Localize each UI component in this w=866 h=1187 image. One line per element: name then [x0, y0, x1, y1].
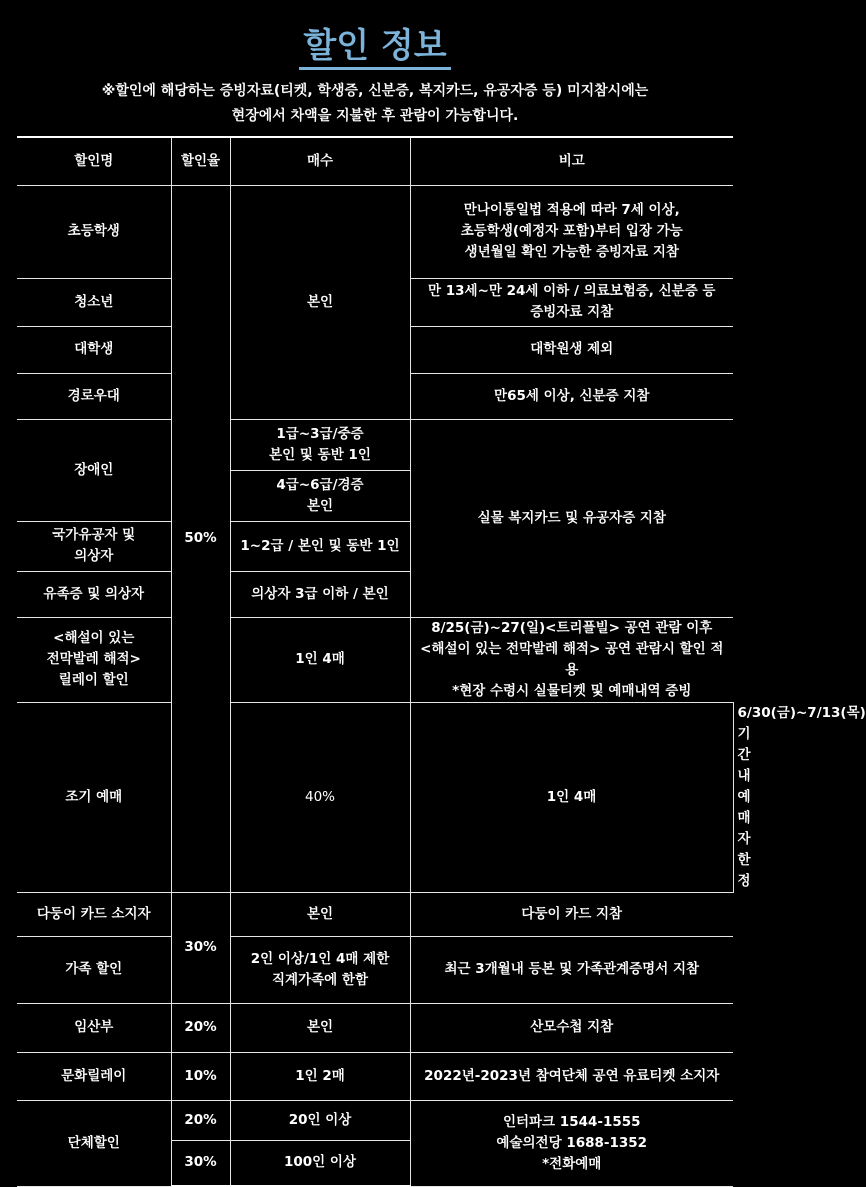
note-cell: 만 13세~만 24세 이하 / 의료보험증, 신분증 등 증빙자료 지참 [410, 278, 733, 326]
rate-cell: 30% [171, 1140, 230, 1186]
notice-line-1: ※할인에 해당하는 증빙자료(티켓, 학생증, 신분증, 복지카드, 유공자증 등) 미지참시에는 [101, 83, 649, 99]
note-cell: 산모수첩 지참 [410, 1003, 733, 1052]
table-row [17, 1052, 733, 1100]
note-cell: 최근 3개월내 등본 및 가족관계증명서 지참 [410, 936, 733, 1003]
rate-cell: 20% [171, 1100, 230, 1140]
rate-cell: 30% [171, 892, 230, 1003]
table-row [17, 1100, 733, 1140]
qty-cell: 1급~3급/중증 본인 및 동반 1인 [230, 419, 410, 470]
qty-cell: 1인 2매 [230, 1052, 410, 1100]
row-name: 단체할인 [17, 1100, 171, 1186]
table-row [17, 936, 733, 1003]
qty-cell: 2인 이상/1인 4매 제한 직계가족에 한함 [230, 936, 410, 1003]
notice-line-2: 현장에서 차액을 지불한 후 관람이 가능합니다. [231, 108, 519, 124]
row-name: 다둥이 카드 소지자 [17, 892, 171, 936]
note-cell: 8/25(금)~27(일)<트리플빌> 공연 관람 이후 <해설이 있는 전막발레 해적> 공연 관람시 할인 적용 *현장 수령시 실물티켓 및 예매내역 증빙 [410, 617, 733, 702]
rate-cell: 20% [171, 1003, 230, 1052]
row-name: 대학생 [17, 326, 171, 373]
header-name: 할인명 [17, 137, 171, 185]
note-cell: 만65세 이상, 신분증 지참 [410, 373, 733, 419]
qty-cell: 4급~6급/경증 본인 [230, 470, 410, 521]
header-rate: 할인율 [171, 137, 230, 185]
row-name: 유족증 및 의상자 [17, 571, 171, 617]
header-note: 비고 [410, 137, 733, 185]
qty-cell: 1인 4매 [230, 617, 410, 702]
qty-cell: 본인 [230, 185, 410, 419]
qty-cell: 본인 [230, 1003, 410, 1052]
table-row [17, 419, 733, 470]
header-qty: 매수 [230, 137, 410, 185]
note-cell: 만나이통일법 적용에 따라 7세 이상, 초등학생(예정자 포함)부터 입장 가능 생년월일 확인 가능한 증빙자료 지참 [410, 185, 733, 278]
table-row [17, 1003, 733, 1052]
qty-cell: 1~2급 / 본인 및 동반 1인 [230, 521, 410, 571]
qty-cell: 20인 이상 [230, 1100, 410, 1140]
row-name: 조기 예매 [17, 702, 171, 892]
note-cell: 실물 복지카드 및 유공자증 지참 [410, 419, 733, 617]
row-name: 국가유공자 및 의상자 [17, 521, 171, 571]
rate-cell: 40% [230, 702, 410, 892]
table-header-row [17, 137, 733, 185]
qty-cell: 본인 [230, 892, 410, 936]
note-cell: 대학원생 제외 [410, 326, 733, 373]
table-row [17, 892, 733, 936]
row-name: <해설이 있는 전막발레 해적> 릴레이 할인 [17, 617, 171, 702]
row-name: 가족 할인 [17, 936, 171, 1003]
row-name: 청소년 [17, 278, 171, 326]
table-row: 조기 예매 40% 1인 4매 6/30(금)~7/13(목) 기간 내 예매자 한정 [17, 702, 733, 892]
row-name: 초등학생 [17, 185, 171, 278]
rate-cell: 10% [171, 1052, 230, 1100]
row-name: 임산부 [17, 1003, 171, 1052]
qty-cell: 1인 4매 [410, 702, 733, 892]
row-name: 장애인 [17, 419, 171, 521]
page-title: 할인 정보 [0, 18, 750, 67]
table-row [17, 185, 733, 278]
note-cell: 인터파크 1544-1555 예술의전당 1688-1352 *전화예매 [410, 1100, 733, 1186]
rate-cell: 50% [171, 185, 230, 892]
row-name: 문화릴레이 [17, 1052, 171, 1100]
note-cell: 2022년-2023년 참여단체 공연 유료티켓 소지자 [410, 1052, 733, 1100]
table-row [17, 617, 733, 702]
qty-cell: 100인 이상 [230, 1140, 410, 1186]
note-cell: 다둥이 카드 지참 [410, 892, 733, 936]
discount-table [17, 136, 866, 1187]
row-name: 경로우대 [17, 373, 171, 419]
qty-cell: 의상자 3급 이하 / 본인 [230, 571, 410, 617]
